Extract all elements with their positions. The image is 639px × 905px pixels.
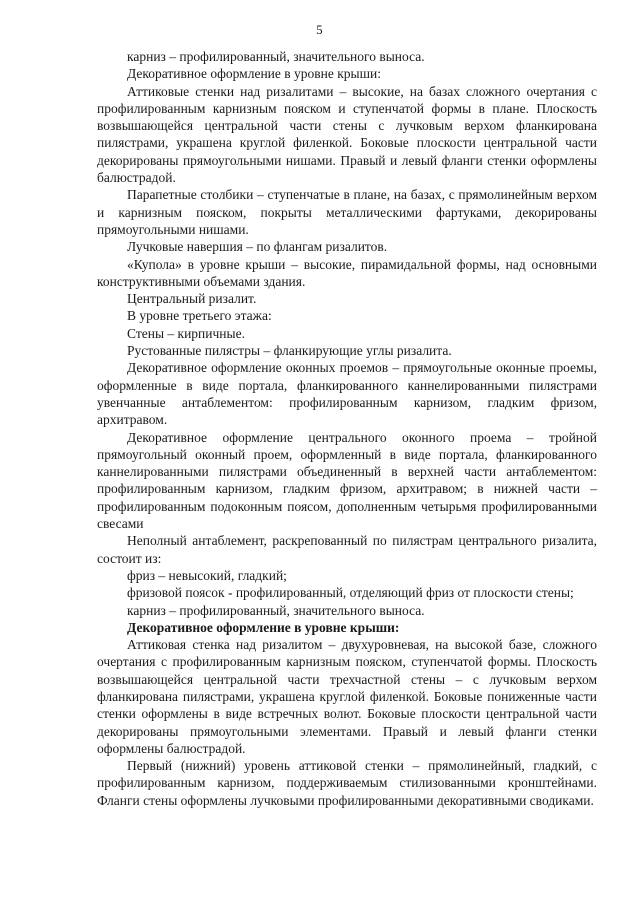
paragraph: фриз – невысокий, гладкий; — [127, 567, 287, 583]
paragraph: Декоративное оформление центрального оконного проема – тройной прямоугольный оконный проем, оформленный в виде портала, фланкированного каннелированными пилястрами объединенный в верхней части антаблементом: профилированным карнизом, гладким фризом, архитравом; в нижней части – профилированным подоконным поясом, дополненным четырьмя профилированными свесами — [97, 429, 597, 532]
paragraph: Парапетные столбики – ступенчатые в плане, на базах, с прямолинейным верхом и карнизным пояском, покрыты металлическими фартуками, декорированы прямоугольными нишами. — [97, 187, 597, 237]
paragraph: Неполный антаблемент, раскрепованный по пилястрам центрального ризалита, состоит из: — [97, 533, 597, 566]
paragraph: Лучковые навершия – по флангам ризалитов. — [127, 239, 388, 255]
paragraph: Первый (нижний) уровень аттиковой стенки – прямолинейный, гладкий, с профилированным карнизом, поддерживаемым стилизованными кронштейнами. Фланги стены оформлены лучковыми профилированными декоративными сводиками. — [97, 758, 597, 808]
paragraph: Стены – кирпичные. — [127, 325, 245, 341]
paragraph: Аттиковая стенка над ризалитом – двухуровневая, на высокой базе, сложного очертания с профилированным карнизным пояском, ступенчатой формы. Плоскость возвышающейся центральной части трехчастной стены – с лучковым верхом фланкирована пилястрами, украшена круглой филенкой. Боковые пониженные части стенки оформлены в виде встречных волют. Боковые плоскости центральной части декорированы прямоугольными элементами. Правый и левый фланги стенки оформлены балюстрадой. — [97, 637, 597, 756]
paragraph: фризовой поясок - профилированный, отделяющий фриз от плоскости стены; — [127, 585, 574, 601]
paragraph: карниз – профилированный, значительного выноса. — [127, 49, 425, 64]
paragraph: Аттиковые стенки над ризалитами – высокие, на базах сложного очертания с профилированным карнизным пояском и ступенчатой формы в плане. Плоскость возвышающейся центральной части стены с лучковым верхом фланкирована пилястрами, украшена круглой филенкой. Боковые плоскости центральной части декорированы прямоугольными нишами. Правый и левый фланги стенки оформлены балюстрадой. — [97, 83, 597, 186]
paragraph: «Купола» в уровне крыши – высокие, пирамидальной формы, над основными конструктивными объемами здания. — [97, 256, 597, 289]
paragraph: карниз – профилированный, значительного выноса. — [127, 602, 425, 618]
paragraph: Декоративное оформление оконных проемов – прямоугольные оконные проемы, оформленные в виде портала, фланкированного каннелированными пилястрами увенчанные антаблементом: профилированным карнизом, гладким фризом, архитравом. — [97, 360, 597, 428]
paragraph: Декоративное оформление в уровне крыши: — [127, 66, 381, 82]
page-number: 5 — [316, 22, 323, 37]
section-heading: Декоративное оформление в уровне крыши: — [127, 619, 400, 635]
document-body — [97, 48, 597, 809]
paragraph: Центральный ризалит. — [127, 291, 257, 307]
paragraph: В уровне третьего этажа: — [127, 308, 272, 324]
paragraph: Рустованные пилястры – фланкирующие углы ризалита. — [127, 343, 452, 359]
